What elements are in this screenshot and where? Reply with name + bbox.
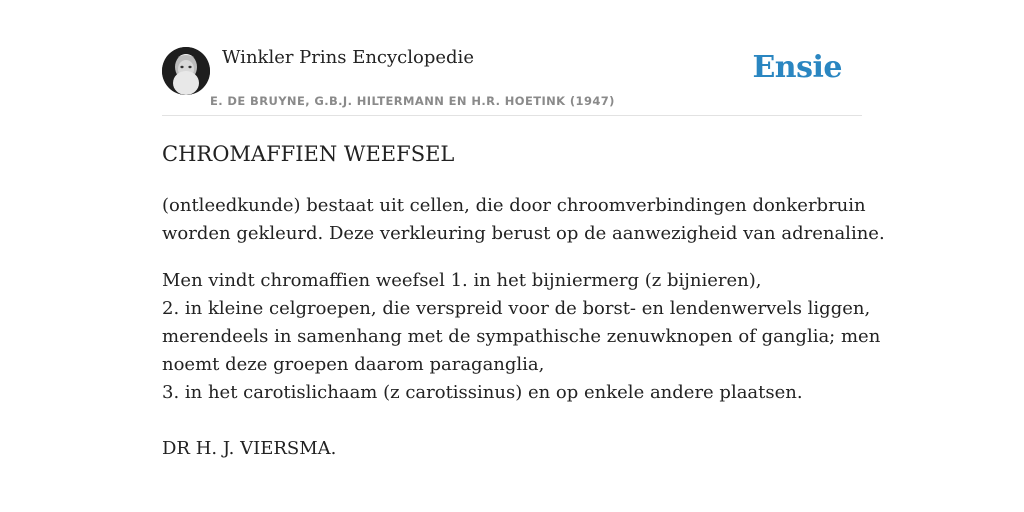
text-line: (ontleedkunde) bestaat uit cellen, die door chroomverbindingen donkerbruin — [162, 195, 866, 216]
text-line: worden gekleurd. Deze verkleuring berust op de aanwezigheid van adrenaline. — [162, 223, 885, 244]
publication-title[interactable]: Winkler Prins Encyclopedie — [222, 47, 474, 68]
paragraph-locations — [162, 267, 881, 407]
header-divider — [162, 115, 862, 116]
text-line: noemt deze groepen daarom paraganglia, — [162, 354, 545, 375]
brand-logo[interactable]: Ensie — [752, 50, 842, 85]
author-signature: DR H. J. VIERSMA. — [162, 438, 337, 459]
author-avatar-icon[interactable] — [162, 47, 210, 95]
text-line: merendeels in samenhang met de sympathische zenuwknopen of ganglia; men — [162, 326, 881, 347]
paragraph-definition — [162, 192, 885, 248]
text-line: 3. in het carotislichaam (z carotissinus) en op enkele andere plaatsen. — [162, 382, 803, 403]
text-line: Men vindt chromaffien weefsel 1. in het bijniermerg (z bijnieren), — [162, 270, 762, 291]
text-line: 2. in kleine celgroepen, die verspreid voor de borst- en lendenwervels liggen, — [162, 298, 871, 319]
publication-authors: E. DE BRUYNE, G.B.J. HILTERMANN EN H.R. HOETINK (1947) — [210, 94, 615, 108]
entry-title: CHROMAFFIEN WEEFSEL — [162, 142, 455, 166]
